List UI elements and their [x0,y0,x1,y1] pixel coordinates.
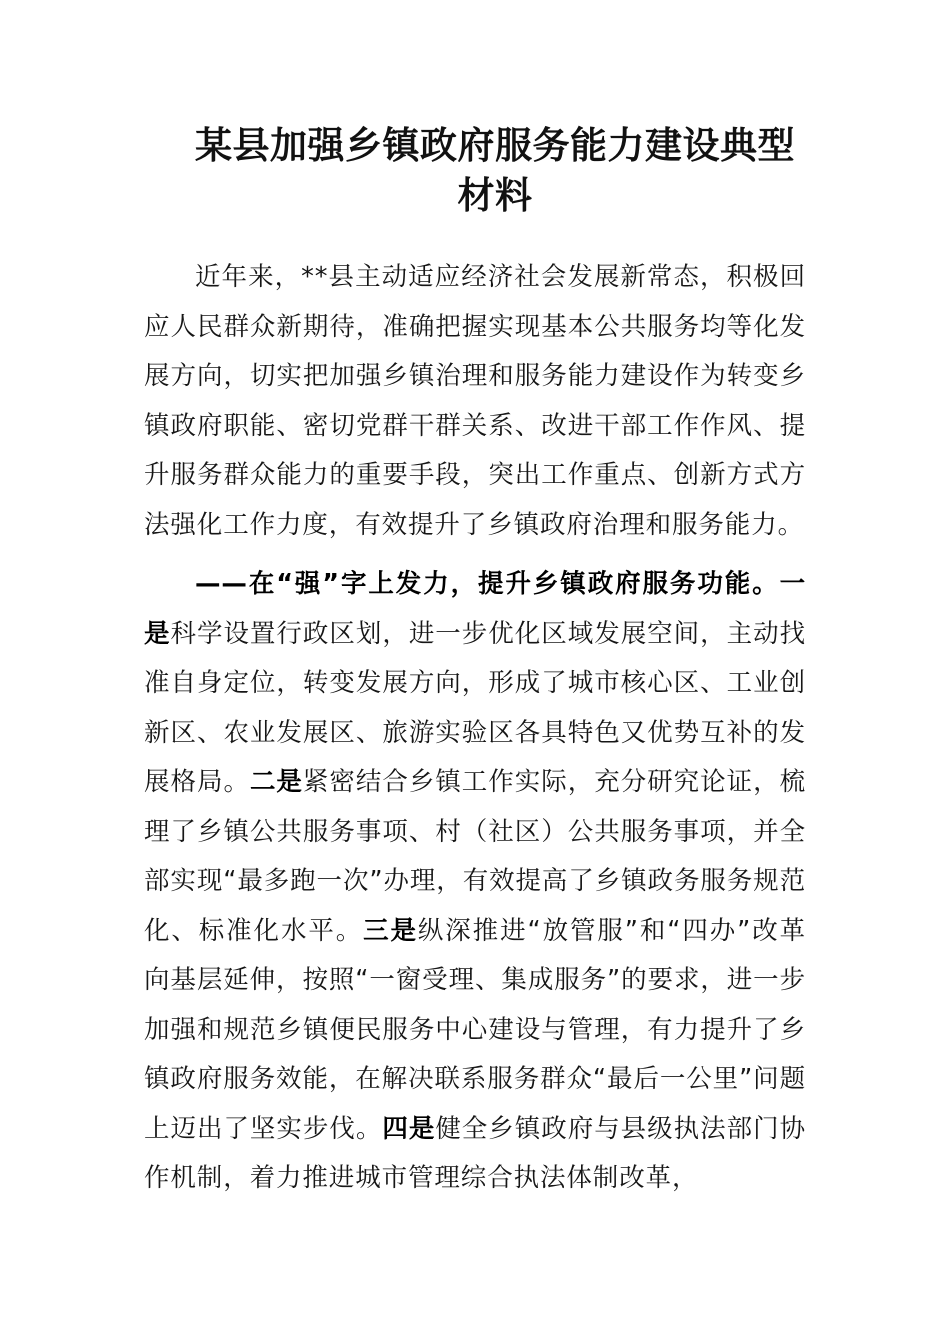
document-title: 某县加强乡镇政府服务能力建设典型材料 [195,123,795,217]
item-text-4: 健全乡镇政府与县级执法部门协作机制，着力推进城市管理综合执法体制改革， [144,1113,806,1193]
item-label-4: 四是 [382,1113,436,1144]
section-heading: ——在“强”字上发力，提升乡镇政府服务功能。 [195,569,780,599]
item-text-3: 纵深推进“放管服”和“四办”改革向基层延伸，按照“一窗受理、集成服务”的要求，进一步加强和规范乡镇便民服务中心建设与管理，有力提升了乡镇政府服务效能，在解决联系服务群众“最后一公里”问题上迈出了坚实步伐。 [144,915,806,1144]
item-text-1: 科学设置行政区划，进一步优化区域发展空间，主动找准自身定位，转变发展方向，形成了城市核心区、工业创新区、农业发展区、旅游实验区各具特色又优势互补的发展格局。 [144,618,806,797]
item-label-2: 二是 [249,767,303,797]
intro-paragraph: 近年来，**县主动适应经济社会发展新常态，积极回应人民群众新期待，准确把握实现基本公共服务均等化发展方向，切实把加强乡镇治理和服务能力建设作为转变乡镇政府职能、密切党群干群关系、改进干部工作作风、提升服务群众能力的重要手段，突出工作重点、创新方式方法强化工作力度，有效提升了乡镇政府治理和服务能力。 [144,262,806,540]
item-text-2: 紧密结合乡镇工作实际，充分研究论证，梳理了乡镇公共服务事项、村（社区）公共服务事项，并全部实现“最多跑一次”办理，有效提高了乡镇政务服务规范化、标准化水平。 [144,767,806,946]
section-paragraph [144,560,806,1204]
item-label-3: 三是 [363,915,418,946]
item-label-1: 一是 [144,569,806,649]
